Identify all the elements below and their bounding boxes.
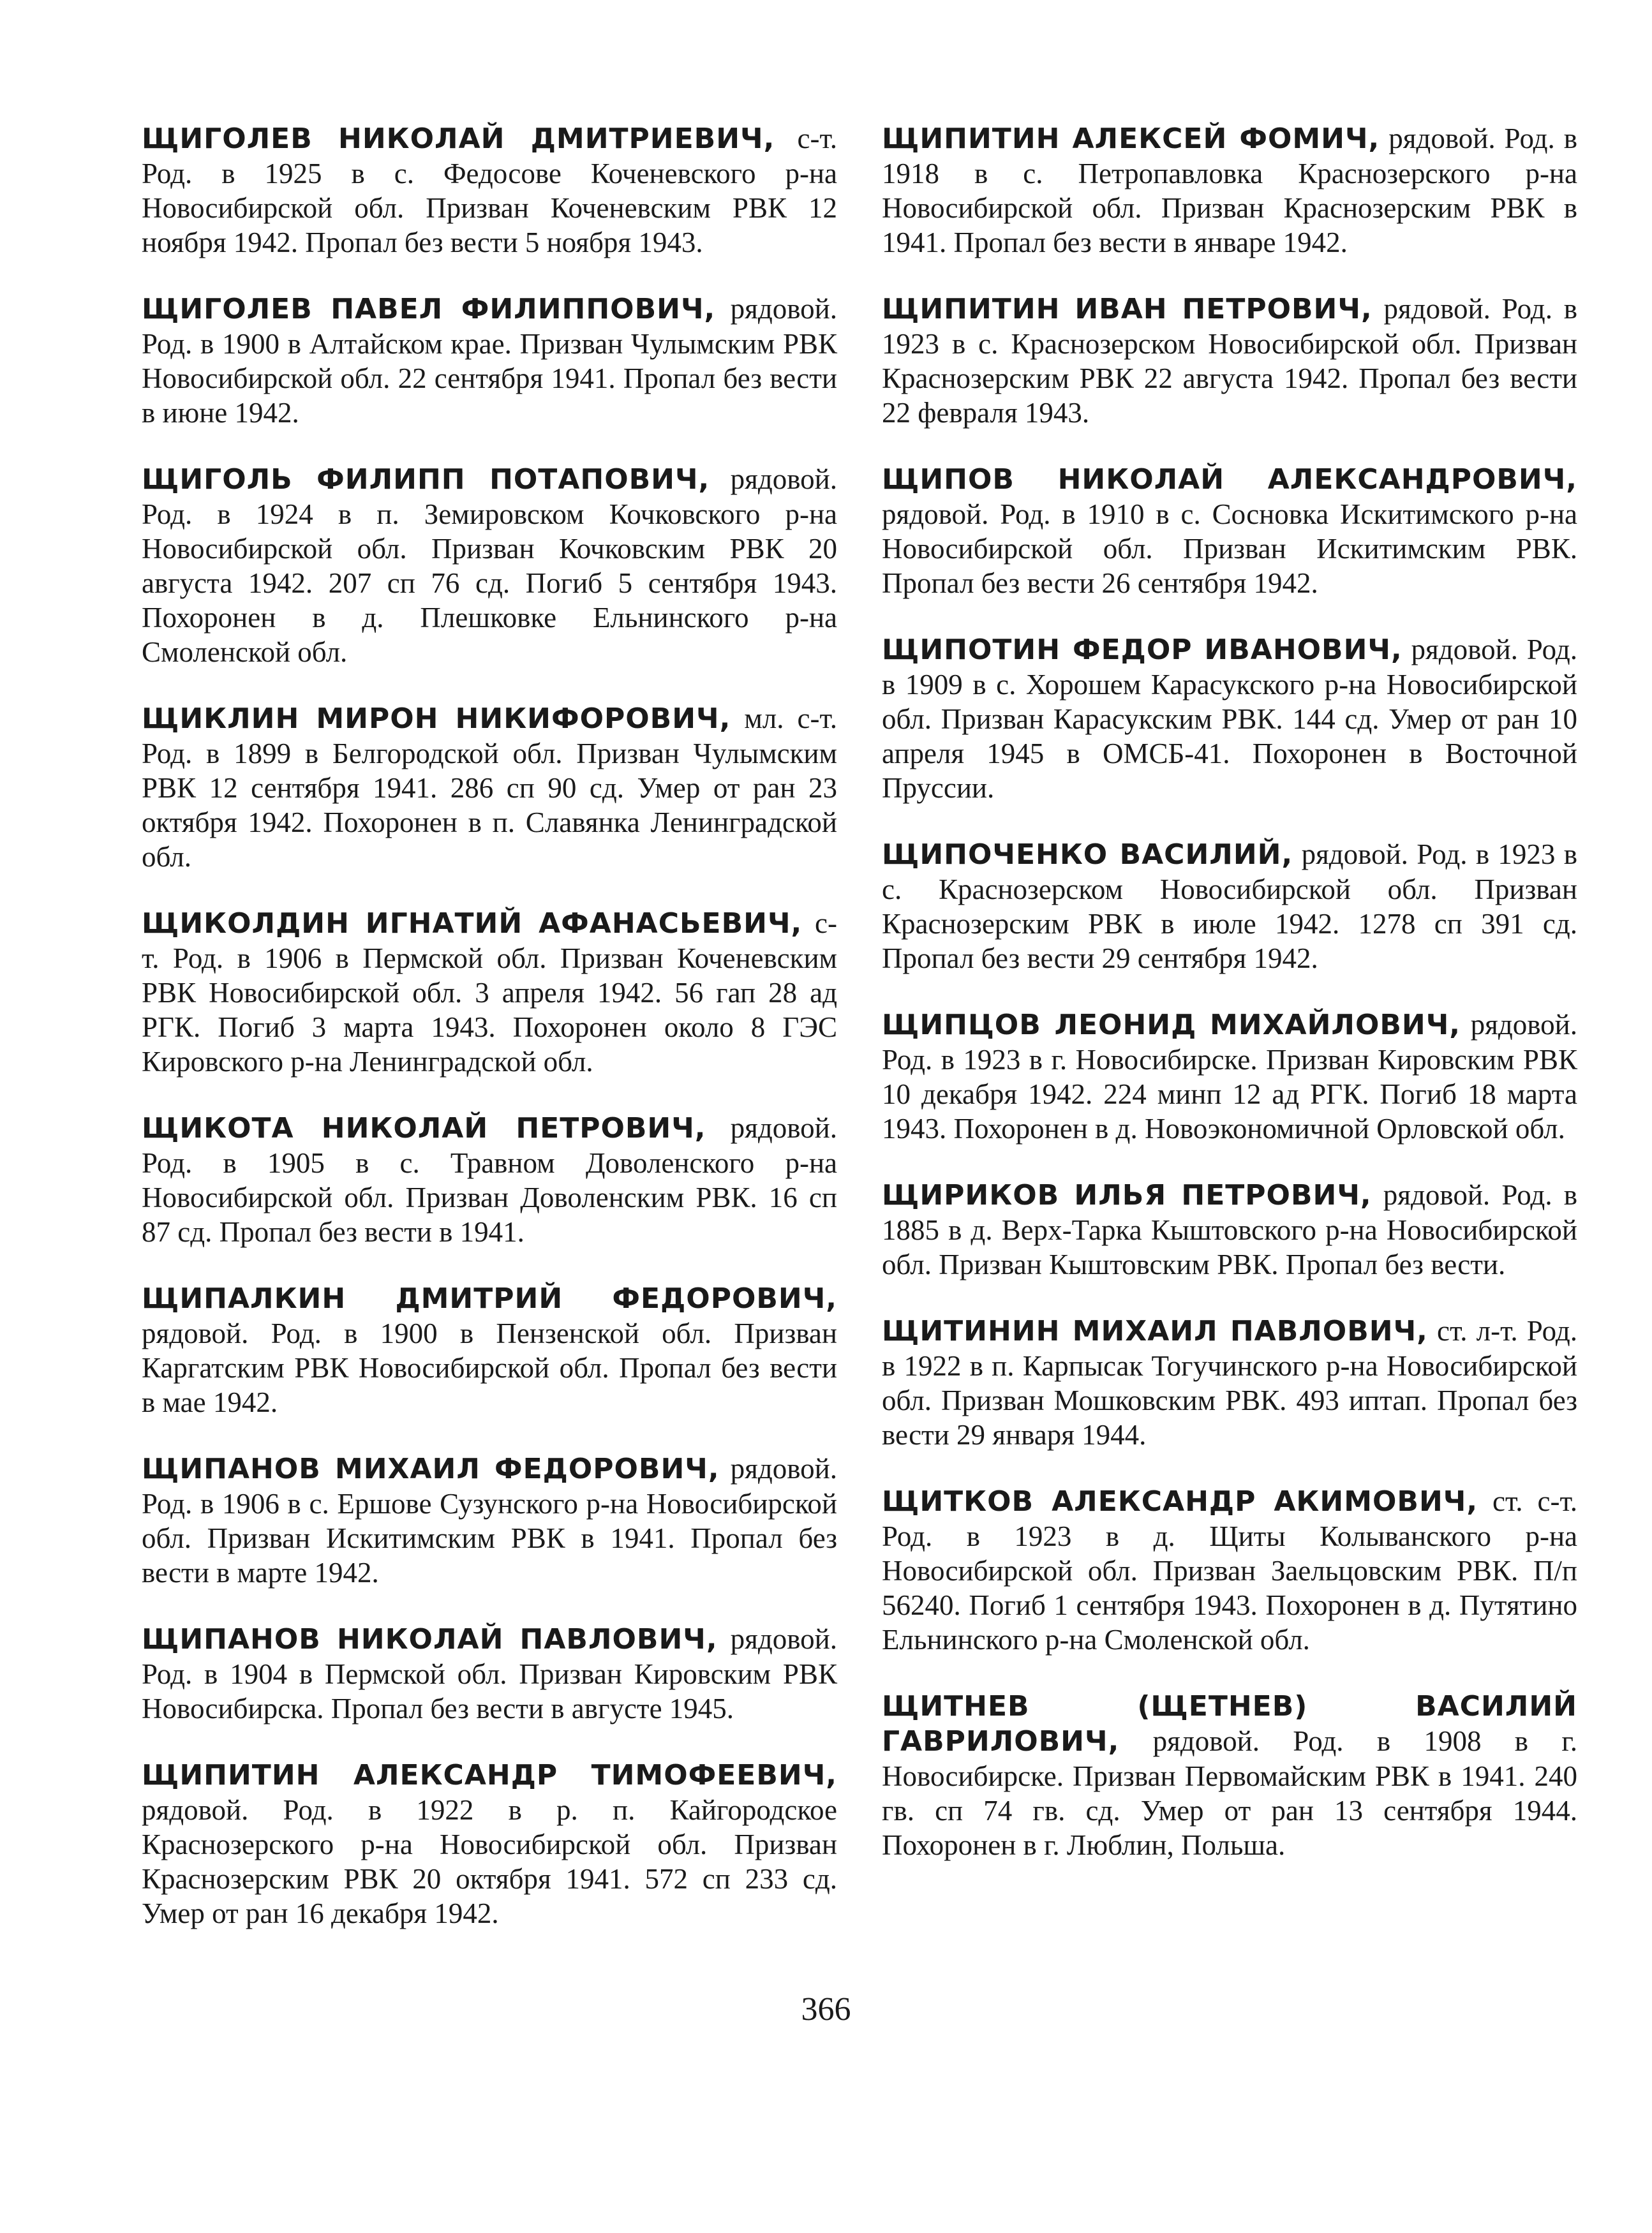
entry-text: с-т. Род. в 1906 в Пермской обл. Призван Коченевским РВК Новосибирской обл. 3 апреля 1942. 56 гап 28 ад РГК. Погиб 3 марта 1943. Похоронен около 8 ГЭС Кировского р-на Ленинградской обл. — [142, 907, 838, 1078]
entry-text: рядовой. Род. в 1918 в с. Петропавловка Краснозерского р-на Новосибирской обл. Призван Краснозерским РВК в 1941. Пропал без вести в январе 1942. — [882, 122, 1578, 258]
entry-name: ЩИПАНОВ НИКОЛАЙ ПАВЛОВИЧ, — [142, 1623, 718, 1656]
entry-text: рядовой. Род. в 1923 в с. Краснозерском Новосибирской обл. Призван Краснозерским РВК 22 августа 1942. Пропал без вести 22 февраля 1943. — [882, 293, 1578, 429]
entry-text: рядовой. Род. в 1900 в Пензенской обл. Призван Каргатским РВК Новосибирской обл. Пропал без вести в мае 1942. — [142, 1317, 837, 1418]
entry-text: рядовой. Род. в 1924 в п. Земировском Кочковского р-на Новосибирской обл. Призван Кочковским РВК 20 августа 1942. 207 сп 76 сд. Погиб 5 сентября 1943. Похоронен в д. Плешковке Ельнинского р-на Смоленской обл. — [142, 463, 837, 668]
entry — [142, 292, 837, 430]
entry — [142, 462, 837, 669]
entry-name: ЩИПАЛКИН ДМИТРИЙ ФЕДОРОВИЧ, — [142, 1282, 837, 1315]
entry-name: ЩИПАНОВ МИХАИЛ ФЕДОРОВИЧ, — [142, 1453, 720, 1485]
entry-text: рядовой. Род. в 1923 в с. Краснозерском Новосибирской обл. Призван Краснозерским РВК в июле 1942. 1278 сп 391 сд. Пропал без вести 29 сентября 1942. — [882, 838, 1578, 974]
entry-text: рядовой. Род. в 1905 в с. Травном Доволенского р-на Новосибирской обл. Призван Доволенским РВК. 16 сп 87 сд. Пропал без вести в 1941. — [142, 1112, 837, 1248]
entry-text: рядовой. Род. в 1910 в с. Сосновка Искитимского р-на Новосибирской обл. Призван Искитимским РВК. Пропал без вести 26 сентября 1942. — [882, 498, 1577, 599]
entry — [142, 1451, 837, 1590]
entry-name: ЩИПЦОВ ЛЕОНИД МИХАЙЛОВИЧ, — [882, 1009, 1461, 1041]
entry — [142, 1281, 837, 1420]
entry-name: ЩИПОВ НИКОЛАЙ АЛЕКСАНДРОВИЧ, — [882, 463, 1577, 496]
entry-text: рядовой. Род. в 1923 в г. Новосибирске. Призван Кировским РВК 10 декабря 1942. 224 минп 12 ад РГК. Погиб 18 марта 1943. Похоронен в д. Новоэкономичной Орловской обл. — [882, 1009, 1577, 1145]
entry — [882, 1314, 1577, 1452]
entry-text: ст. л-т. Род. в 1922 в п. Карпысак Тогучинского р-на Новосибирской обл. Призван Мошковским РВК. 493 иптап. Пропал без вести 29 января 1944. — [882, 1315, 1577, 1451]
entry — [882, 462, 1577, 600]
entry — [882, 121, 1577, 260]
entry-name: ЩИПИТИН ИВАН ПЕТРОВИЧ, — [882, 293, 1373, 325]
entry-text: рядовой. Род. в 1909 в с. Хорошем Карасукского р-на Новосибирской обл. Призван Карасукским РВК. 144 сд. Умер от ран 10 апреля 1945 в ОМСБ-41. Похоронен в Восточной Пруссии. — [882, 634, 1577, 804]
page-number: 366 — [801, 1991, 851, 2028]
entry-text: рядовой. Род. в 1904 в Пермской обл. Призван Кировским РВК Новосибирска. Пропал без вести в августе 1945. — [142, 1623, 838, 1725]
entry — [882, 292, 1577, 430]
right-column — [882, 121, 1577, 1894]
entry — [882, 1007, 1577, 1146]
entry — [882, 1689, 1577, 1862]
entry — [142, 1622, 837, 1726]
entry-text: рядовой. Род. в 1906 в с. Ершове Сузунского р-на Новосибирской обл. Призван Искитимским РВК в 1941. Пропал без вести в марте 1942. — [142, 1453, 837, 1589]
entry-name: ЩИГОЛЕВ ПАВЕЛ ФИЛИППОВИЧ, — [142, 293, 716, 325]
entry-name: ЩИКОТА НИКОЛАЙ ПЕТРОВИЧ, — [142, 1112, 706, 1145]
entry — [142, 1758, 837, 1931]
entry-name: ЩИПОЧЕНКО ВАСИЛИЙ, — [882, 838, 1293, 871]
entry-text: рядовой. Род. в 1885 в д. Верх-Тарка Кыштовского р-на Новосибирской обл. Призван Кыштовским РВК. Пропал без вести. — [882, 1179, 1577, 1280]
entry-text: ст. с-т. Род. в 1923 в д. Щиты Колыванского р-на Новосибирской обл. Призван Заельцовским РВК. П/п 56240. Погиб 1 сентября 1943. Похоронен в д. Путятино Ельнинского р-на Смоленской обл. — [882, 1485, 1577, 1656]
entry-name: ЩИПИТИН АЛЕКСАНДР ТИМОФЕЕВИЧ, — [142, 1759, 837, 1792]
entry — [142, 701, 837, 874]
entry-name: ЩИКОЛДИН ИГНАТИЙ АФАНАСЬЕВИЧ, — [142, 907, 803, 940]
entry-name: ЩИПОТИН ФЕДОР ИВАНОВИЧ, — [882, 634, 1403, 666]
entry — [882, 1178, 1577, 1282]
entry-text: мл. с-т. Род. в 1899 в Белгородской обл. Призван Чулымским РВК 12 сентября 1941. 286 сп 90 сд. Умер от ран 23 октября 1942. Похоронен в п. Славянка Ленинградской обл. — [142, 702, 838, 873]
entry — [882, 1484, 1577, 1657]
left-column — [142, 121, 837, 1962]
entry — [142, 121, 837, 260]
entry-name: ЩИТКОВ АЛЕКСАНДР АКИМОВИЧ, — [882, 1485, 1478, 1518]
entry-text: рядовой. Род. в 1908 в г. Новосибирске. Призван Первомайским РВК в 1941. 240 гв. сп 74 гв. сд. Умер от ран 13 сентября 1944. Похоронен в г. Люблин, Польша. — [882, 1725, 1577, 1861]
entry — [882, 837, 1577, 976]
entry-name: ЩИКЛИН МИРОН НИКИФОРОВИЧ, — [142, 702, 731, 735]
entry-name: ЩИПИТИН АЛЕКСЕЙ ФОМИЧ, — [882, 122, 1380, 155]
entry — [142, 906, 837, 1079]
entry-text: рядовой. Род. в 1922 в р. п. Кайгородское Краснозерского р-на Новосибирской обл. Призван Краснозерским РВК 20 октября 1941. 572 сп 233 сд. Умер от ран 16 декабря 1942. — [142, 1794, 837, 1929]
entry-name: ЩИТНЕВ (ЩЕТНЕВ) ВАСИЛИЙ ГАВРИЛОВИЧ, — [882, 1690, 1577, 1758]
entry-name: ЩИГОЛЕВ НИКОЛАЙ ДМИТРИЕВИЧ, — [142, 122, 775, 155]
entry-name: ЩИГОЛЬ ФИЛИПП ПОТАПОВИЧ, — [142, 463, 710, 496]
entry-text: рядовой. Род. в 1900 в Алтайском крае. Призван Чулымским РВК Новосибирской обл. 22 сентября 1941. Пропал без вести в июне 1942. — [142, 293, 837, 429]
entry — [142, 1111, 837, 1249]
entry-name: ЩИРИКОВ ИЛЬЯ ПЕТРОВИЧ, — [882, 1179, 1372, 1212]
entry-name: ЩИТИНИН МИХАИЛ ПАВЛОВИЧ, — [882, 1315, 1428, 1347]
entry-text: с-т. Род. в 1925 в с. Федосове Коченевского р-на Новосибирской обл. Призван Коченевским РВК 12 ноября 1942. Пропал без вести 5 ноября 1943. — [142, 122, 837, 258]
entry — [882, 632, 1577, 805]
